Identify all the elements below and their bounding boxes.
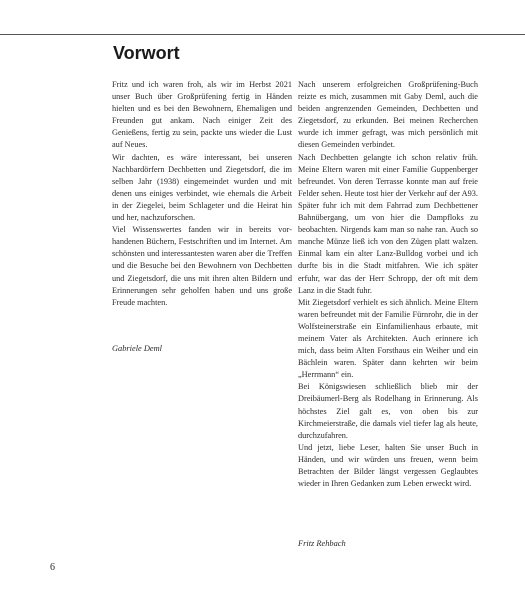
paragraph: Mit Ziegetsdorf verhielt es sich ähnlich. Meine Eltern waren befreundet mit der Familie Fürnrohr, die in der Wolfsteinerstraße ein Einfamilienhaus erbaute, mit meinem Vater als Architekten. Auch erinnere ich mich, dass beim Alten Forsthaus ein Weiher und ein Bächlein waren. Später dann kehrten wir beim „Herrmann“ ein. (298, 297, 478, 380)
page-number: 6 (50, 562, 55, 573)
signature-gabriele-deml: Gabriele Deml (112, 344, 163, 353)
signature-fritz-rehbach: Fritz Rehbach (298, 539, 346, 548)
left-column (112, 79, 292, 309)
right-column (298, 79, 478, 490)
paragraph: Nach Dechbetten gelangte ich schon relativ früh. Meine Eltern waren mit einer Familie Guppenberger befreundet. Von deren Terrasse konnte man auf freie Felder sehen. Heute tost hier der Verkehr auf der A93. Später fuhr ich mit dem Fahrrad zum Dechbettener Bahnübergang, um von hier die Dampfloks zu beobachten. Nirgends kam man so nahe ran. Auch so manche Münze ließ ich von den Zügen platt walzen. Einmal kam ein alter Lanz-Bulldog vorbei und ich durfte bis in die Stadt mitfahren. Wie ich später erfuhr, war das der Herr Schropp, der oft mit dem Lanz in die Stadt fuhr. (298, 152, 478, 295)
paragraph: Bei Königswiesen schließlich blieb mir der Dreibäumerl-Berg als Rodelhang in Erinnerung. Als höchstes Ziel galt es, von oben bis zur Kirchmeierstraße, die damals viel tiefer lag als heute, durchzufahren. (298, 382, 478, 440)
paragraph: Viel Wissenswertes fanden wir in bereits vorhandenen Büchern, Festschriften und im Internet. Am schönsten und interessantesten waren aber die Treffen und die Besuche bei den Bewohnern von Dechbetten und Ziegetsdorf, die uns mit ihren alten Bildern und Erinnerungen sehr geholfen haben und uns große Freude machten. (112, 225, 292, 307)
paragraph: Wir dachten, es wäre interessant, bei unseren Nachbardörfern Dechbetten und Ziegetsdorf, die im selben Jahr (1938) eingemeindet wurden und mit denen uns einiges verbindet, wie ehemals die Arbeit in der Ziegelei, beim Schlageter und die Heirat hin und her, nachzuforschen. (112, 152, 292, 223)
top-rule (0, 34, 525, 35)
paragraph: Fritz und ich waren froh, als wir im Herbst 2021 unser Buch über Großprüfening fertig in Händen hielten und es bei den Bewohnern, Ehemaligen und Freunden gut ankam. Nach einiger Zeit des Genießens, fertig zu sein, packte uns wieder die Lust auf Neues. (112, 80, 292, 150)
paragraph: Und jetzt, liebe Leser, halten Sie unser Buch in Händen, und wir würden uns freuen, wenn beim Betrachten der Bilder längst vergessen Geglaubtes wieder in Ihren Gedanken zum Leben erweckt wird. (298, 442, 478, 489)
paragraph: Nach unserem erfolgreichen Großprüfening-Buch reizte es mich, zusammen mit Gaby Deml, auch die beiden angrenzenden Gemeinden, Dechbetten und Ziegetsdorf, zu erkunden. Bei meinen Recherchen wurde ich immer gefragt, was mich persönlich mit diesen Gemeinden verbindet. (298, 80, 478, 150)
page-title: Vorwort (113, 43, 180, 63)
